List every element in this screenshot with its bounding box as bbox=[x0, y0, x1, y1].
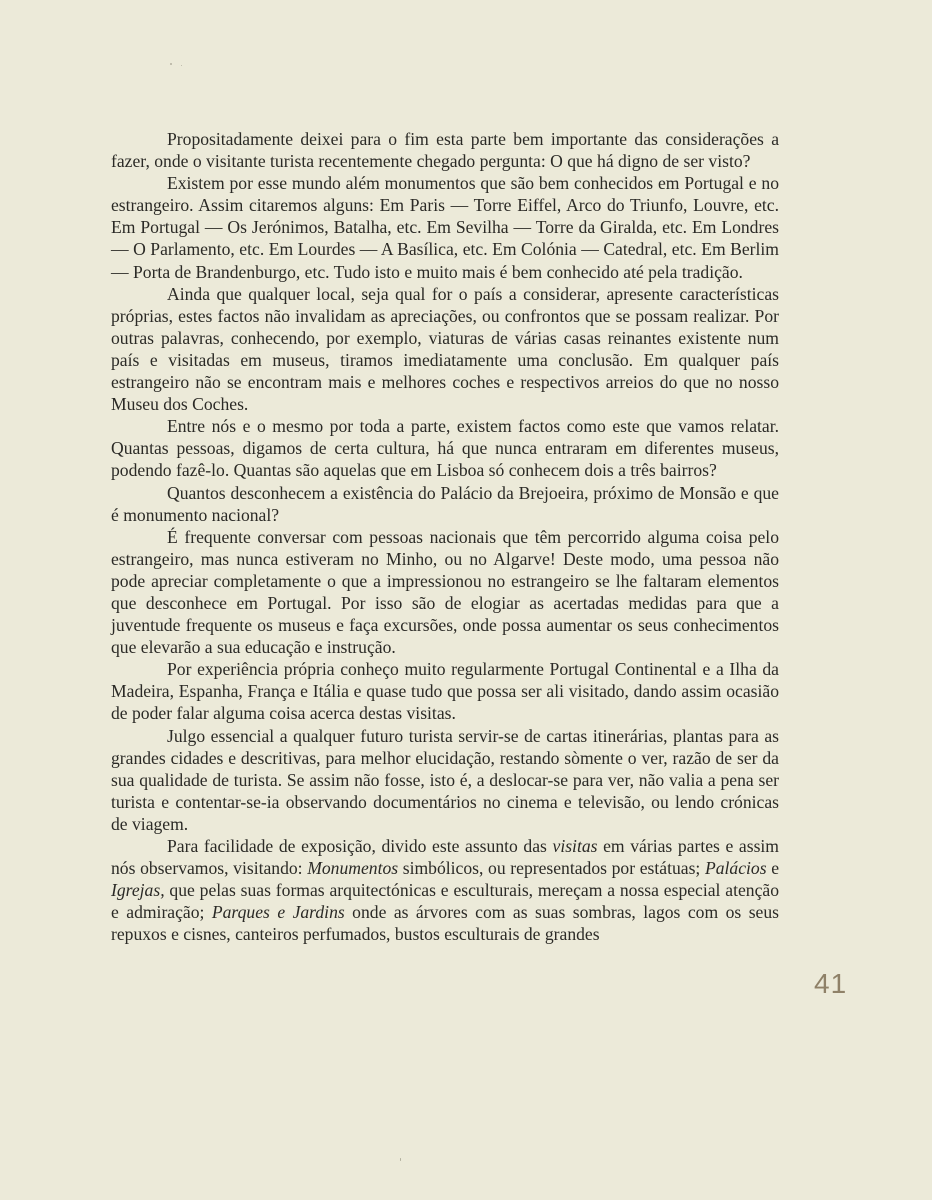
text-run: e bbox=[766, 858, 779, 879]
text-run: em várias partes e assim nós observamos, visitando: bbox=[111, 836, 779, 879]
italic-term: Parques e Jardins bbox=[211, 902, 345, 923]
text-run: Para facilidade de exposição, divido este assunto das bbox=[167, 836, 553, 856]
italic-term: Igrejas, bbox=[111, 880, 165, 901]
text-run: que pelas suas formas arquitectónicas e esculturais, mereçam a nossa especial atenção e admiração; bbox=[111, 880, 779, 923]
text-run: Ainda que qualquer local, seja qual for o país a considerar, apresente características próprias, estes factos não invalidam as apreciações, ou confrontos que se possam realizar. Por outras palavras, conhecendo, por exemplo, viaturas de várias casas reinantes existente num país e visitadas em museus, tiramos imediatamente uma conclusão. Em qualquer país estrangeiro não se encontram mais e melhores coches e respectivos arreios do que no nosso Museu dos Coches. bbox=[111, 283, 779, 415]
text-run: Quantos desconhecem a existência do Palácio da Brejoeira, próximo de Monsão e que é monumento nacional? bbox=[111, 482, 779, 525]
body-text bbox=[111, 128, 779, 945]
text-run: Entre nós e o mesmo por toda a parte, existem factos como este que vamos relatar. Quantas pessoas, digamos de certa cultura, há que nunca entraram em diferentes museus, podendo fazê-lo. Quantas são aquelas que em Lisboa só conhecem dois a três bairros? bbox=[111, 416, 779, 481]
text-run: Por experiência própria conheço muito regularmente Portugal Continental e a Ilha da Madeira, Espanha, França e Itália e quase tudo que possa ser ali visitado, dando assim ocasião de poder falar alguma coisa acerca destas visitas. bbox=[111, 659, 779, 724]
text-run: simbólicos, ou representados por estátuas; bbox=[398, 858, 705, 879]
paragraph bbox=[111, 725, 779, 835]
paper-speck bbox=[170, 63, 172, 65]
text-run: Propositadamente deixei para o fim esta parte bem importante das considerações a fazer, onde o visitante turista recentemente chegado pergunta: O que há digno de ser visto? bbox=[111, 129, 779, 172]
text-run: Existem por esse mundo além monumentos que são bem conhecidos em Portugal e no estrangeiro. Assim citaremos alguns: Em Paris — Torre Eiffel, Arco do Triunfo, Louvre, etc. Em Portugal — Os Jerónimos, Batalha, etc. Em Sevilha — Torre da Giralda, etc. Em Londres — O Parlamento, etc. Em Lourdes — A Basílica, etc. Em Colónia — Catedral, etc. Em Berlim — Porta de Brandenburgo, etc. Tudo isto e muito mais é bem conhecido até pela tradição. bbox=[111, 173, 779, 282]
paragraph bbox=[111, 835, 779, 945]
paragraph bbox=[111, 415, 779, 481]
italic-term: Monumentos bbox=[307, 858, 399, 879]
paragraph bbox=[111, 283, 779, 416]
page-number: 41 bbox=[814, 968, 848, 999]
italic-term: visitas bbox=[552, 836, 598, 856]
paragraph bbox=[111, 526, 779, 659]
paper-speck bbox=[181, 65, 182, 66]
italic-term: Palácios bbox=[704, 858, 767, 879]
text-run: Julgo essencial a qualquer futuro turista servir-se de cartas itinerárias, plantas para as grandes cidades e descritivas, para melhor elucidação, restando sòmente o ver, razão de ser da sua qualidade de turista. Se assim não fosse, isto é, a deslocar-se para ver, não valia a pena ser turista e contentar-se-ia observando documentários no cinema e televisão, ou lendo crónicas de viagem. bbox=[111, 725, 779, 834]
paragraph bbox=[111, 128, 779, 172]
paragraph bbox=[111, 172, 779, 282]
text-run: É frequente conversar com pessoas nacionais que têm percorrido alguma coisa pelo estrangeiro, mas nunca estiveram no Minho, ou no Algarve! Deste modo, uma pessoa não pode apreciar completamente o que a impressionou no estrangeiro se lhe faltaram elementos que desconhece em Portugal. Por isso são de elogiar as acertadas medidas para que a juventude frequente os museus e faça excursões, onde possa aumentar os seus conhecimentos que elevarão a sua educação e instrução. bbox=[111, 526, 779, 658]
paragraph bbox=[111, 482, 779, 526]
text-run: onde as árvores com as suas sombras, lagos com os seus repuxos e cisnes, canteiros perfumados, bustos esculturais de grandes bbox=[111, 902, 779, 945]
paper-speck bbox=[400, 1158, 401, 1161]
paragraph bbox=[111, 658, 779, 724]
